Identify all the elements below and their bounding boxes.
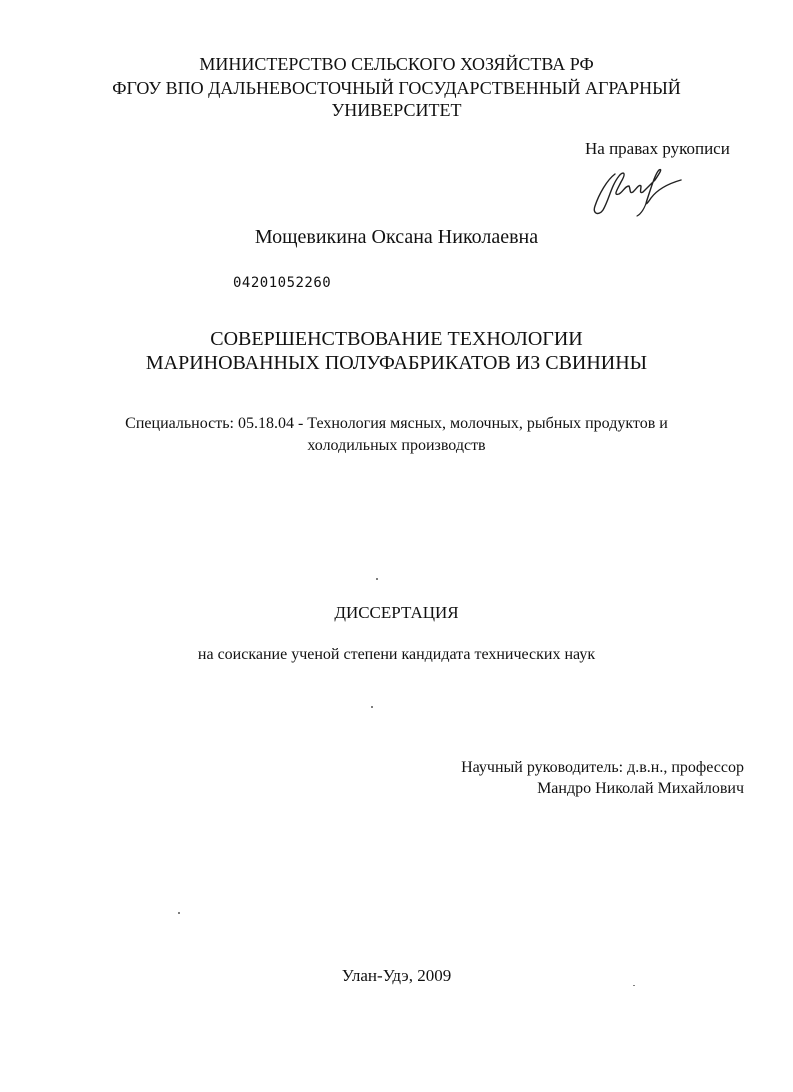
- specialty-line2: холодильных производств: [307, 437, 486, 454]
- manuscript-rights-note: На правах рукописи: [585, 139, 730, 158]
- supervisor-title: Научный руководитель: д.в.н., профессор: [461, 759, 744, 776]
- specialty-line1: Специальность: 05.18.04 - Технология мясных, молочных, рыбных продуктов и: [125, 415, 668, 432]
- ministry-name: МИНИСТЕРСТВО СЕЛЬСКОГО ХОЗЯЙСТВА РФ: [199, 54, 594, 74]
- scan-speck: [178, 912, 180, 914]
- university-name-line1: ФГОУ ВПО ДАЛЬНЕВОСТОЧНЫЙ ГОСУДАРСТВЕННЫЙ АГРАРНЫЙ: [112, 78, 681, 98]
- place-and-year: Улан-Удэ, 2009: [341, 966, 452, 985]
- university-name-line2: УНИВЕРСИТЕТ: [331, 100, 462, 120]
- scan-speck: [371, 706, 373, 708]
- degree-note: на соискание ученой степени кандидата технических наук: [197, 646, 596, 663]
- thesis-title-line2: МАРИНОВАННЫХ ПОЛУФАБРИКАТОВ ИЗ СВИНИНЫ: [145, 352, 648, 374]
- registration-number: 04201052260: [233, 275, 332, 291]
- document-type: ДИССЕРТАЦИЯ: [334, 603, 459, 622]
- scan-speck: [376, 578, 378, 580]
- author-signature: [585, 160, 695, 222]
- thesis-title-line1: СОВЕРШЕНСТВОВАНИЕ ТЕХНОЛОГИИ: [210, 328, 583, 350]
- supervisor-name: Мандро Николай Михайлович: [537, 780, 744, 797]
- scan-speck: [633, 985, 635, 986]
- author-name: Мощевикина Оксана Николаевна: [254, 226, 539, 248]
